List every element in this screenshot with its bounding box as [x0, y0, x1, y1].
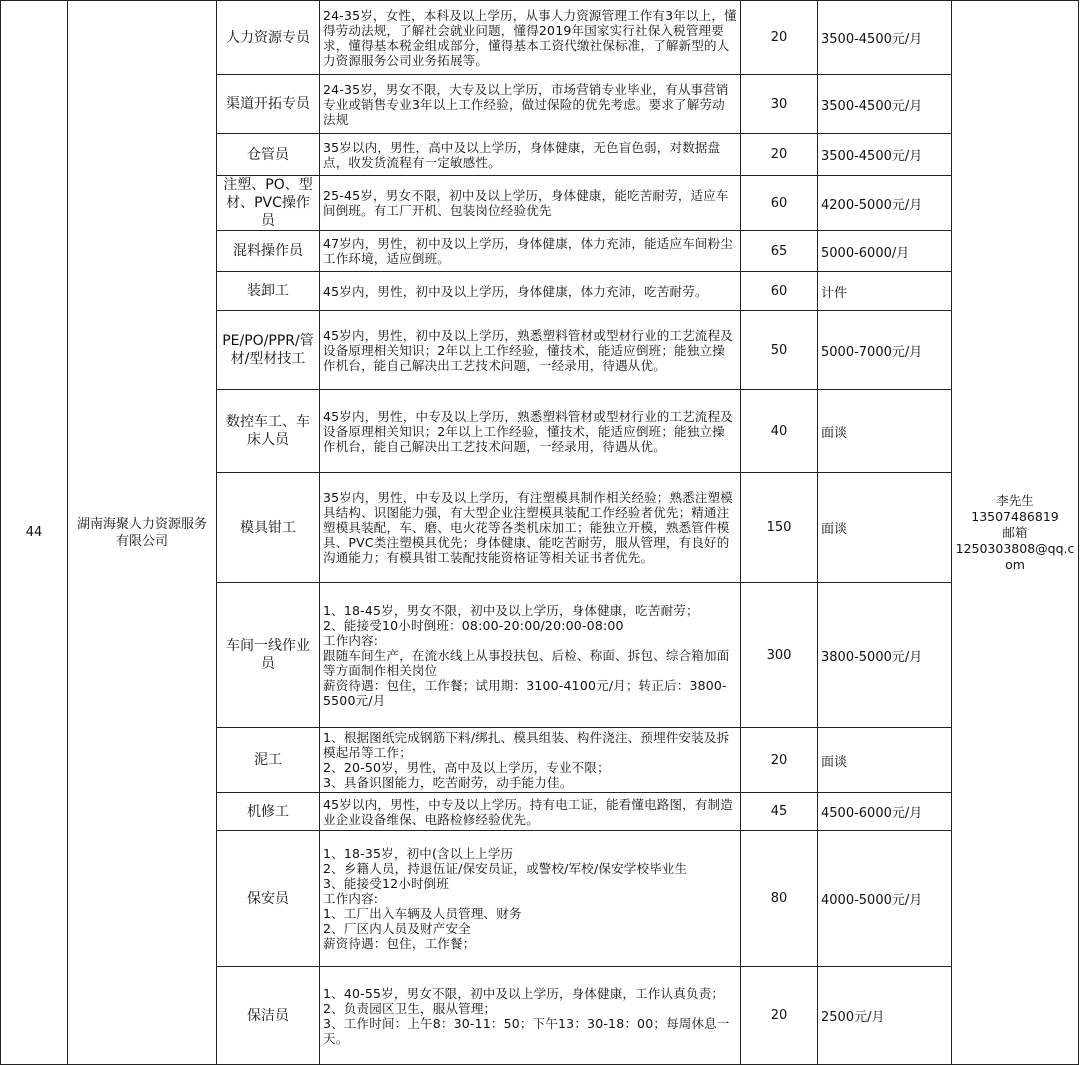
salary: 4500-6000元/月	[818, 793, 952, 831]
job-title: 装卸工	[217, 272, 320, 311]
headcount: 60	[741, 176, 818, 231]
requirement-line: 工作内容:	[323, 632, 379, 648]
job-requirements	[320, 793, 741, 831]
salary: 计件	[818, 272, 952, 311]
headcount: 20	[741, 728, 818, 793]
job-requirements	[320, 176, 741, 231]
job-requirements	[320, 134, 741, 176]
job-title: 注塑、PO、型材、PVC操作员	[217, 176, 320, 231]
salary: 4000-5000元/月	[818, 831, 952, 967]
salary: 5000-7000元/月	[818, 311, 952, 390]
table-row	[1, 1, 1079, 75]
salary: 3500-4500元/月	[818, 75, 952, 134]
salary: 4200-5000元/月	[818, 176, 952, 231]
salary: 3500-4500元/月	[818, 1, 952, 75]
job-requirements	[320, 728, 741, 793]
contact-info	[952, 1, 1079, 1065]
requirement-line: 3、具备识图能力，吃苦耐劳，动手能力佳。	[323, 775, 573, 790]
entry-index: 44	[1, 1, 68, 1065]
requirement-line: 2、能接受10小时倒班：08:00-20:00/20:00-08:00	[323, 617, 624, 633]
requirement-line: 2、20-50岁，男性，高中及以上学历，专业不限；	[323, 760, 610, 775]
job-requirements	[320, 75, 741, 134]
job-requirements	[320, 390, 741, 473]
requirement-line: 1、40-55岁，男女不限，初中及以上学历，身体健康，工作认真负责；	[323, 985, 725, 1001]
requirement-line: 3、能接受12小时倒班	[323, 876, 450, 891]
job-requirements	[320, 231, 741, 272]
job-title: 车间一线作业员	[217, 583, 320, 728]
requirement-line: 45岁内，男性，初中及以上学历，身体健康，体力充沛，吃苦耐劳。	[323, 283, 708, 299]
job-requirements	[320, 967, 741, 1065]
requirement-line: 1、工厂出入车辆及人员管理、财务	[323, 906, 522, 921]
headcount: 45	[741, 793, 818, 831]
salary: 面谈	[818, 728, 952, 793]
job-title: 机修工	[217, 793, 320, 831]
company-name: 湖南海聚人力资源服务有限公司	[68, 1, 217, 1065]
requirement-line: 47岁内，男性，初中及以上学历，身体健康，体力充沛，能适应车间粉尘工作环境，适应倒班。	[323, 236, 734, 266]
headcount: 150	[741, 473, 818, 583]
headcount: 80	[741, 831, 818, 967]
job-title: 混料操作员	[217, 231, 320, 272]
requirement-line: 45岁内，男性，初中及以上学历，熟悉塑料管材或型材行业的工艺流程及设备原理相关知识；2年以上工作经验，懂技术，能适应倒班；能独立操作机台，能自己解决出工艺技术问题，一经录用，待遇从优。	[323, 327, 734, 373]
requirement-line: 25-45岁，男女不限，初中及以上学历，身体健康，能吃苦耐劳，适应车间倒班。有工厂开机、包装岗位经验优先	[323, 188, 729, 218]
requirement-line: 2、厂区内人员及财产安全	[323, 921, 471, 936]
job-requirements	[320, 473, 741, 583]
requirement-line: 工作内容:	[323, 891, 379, 906]
job-title: 泥工	[217, 728, 320, 793]
requirement-line: 24-35岁，男女不限，大专及以上学历，市场营销专业毕业，有从事营销专业或销售专业3年以上工作经验，做过保险的优先考虑。要求了解劳动法规	[323, 81, 729, 127]
requirement-line: 35岁以内，男性，高中及以上学历，身体健康，无色盲色弱，对数据盘点，收发货流程有一定敏感性。	[323, 139, 721, 170]
requirement-line: 3、工作时间：上午8：30-11：50；下午13：30-18：00；每周休息一天。	[323, 1015, 730, 1046]
job-requirements	[320, 583, 741, 728]
job-title: 仓管员	[217, 134, 320, 176]
salary: 面谈	[818, 390, 952, 473]
salary: 3800-5000元/月	[818, 583, 952, 728]
job-title: 保洁员	[217, 967, 320, 1065]
headcount: 65	[741, 231, 818, 272]
salary: 3500-4500元/月	[818, 134, 952, 176]
job-requirements	[320, 831, 741, 967]
requirement-line: 薪资待遇：包住，工作餐；试用期：3100-4100元/月；转正后：3800-5500元/月	[323, 677, 727, 708]
requirement-line: 2、乡籍人员，持退伍证/保安员证，或警校/军校/保安学校毕业生	[323, 861, 688, 876]
contact-person: 李先生	[996, 492, 1034, 508]
headcount: 300	[741, 583, 818, 728]
job-requirements	[320, 311, 741, 390]
requirement-line: 45岁内，男性，中专及以上学历，熟悉塑料管材或型材行业的工艺流程及设备原理相关知识；2年以上工作经验，懂技术，能适应倒班；能独立操作机台，能自己解决出工艺技术问题，一经录用，待遇从优。	[323, 408, 734, 454]
headcount: 20	[741, 1, 818, 75]
job-title: 渠道开拓专员	[217, 75, 320, 134]
contact-phone: 13507486819	[971, 508, 1059, 524]
headcount: 40	[741, 390, 818, 473]
headcount: 50	[741, 311, 818, 390]
job-title: 模具钳工	[217, 473, 320, 583]
headcount: 20	[741, 134, 818, 176]
job-title: PE/PO/PPR/管材/型材技工	[217, 311, 320, 390]
headcount: 30	[741, 75, 818, 134]
requirement-line: 2、负责园区卫生，服从管理；	[323, 1000, 497, 1016]
job-title: 人力资源专员	[217, 1, 320, 75]
headcount: 20	[741, 967, 818, 1065]
salary: 2500元/月	[818, 967, 952, 1065]
requirement-line: 1、根据图纸完成钢筋下料/绑扎、模具组装、构件浇注、预埋件安装及拆模起吊等工作；	[323, 730, 730, 760]
job-title: 数控车工、车床人员	[217, 390, 320, 473]
headcount: 60	[741, 272, 818, 311]
requirement-line: 24-35岁，女性，本科及以上学历，从事人力资源管理工作有3年以上，懂得劳动法规，了解社会就业问题，懂得2019年国家实行社保入税管理要求，懂得基本税金组成部分，懂得基本工资代缴社保标准，了解新型的人力资源服务公司业务拓展等。	[323, 7, 737, 68]
salary: 面谈	[818, 473, 952, 583]
contact-email: 1250303808@qq.com	[955, 540, 1075, 572]
requirement-line: 35岁内，男性，中专及以上学历，有注塑模具制作相关经验；熟悉注塑模具结构、识图能力强，有大型企业注塑模具装配工作经验者优先；精通注塑模具装配，车、磨、电火花等各类机床加工；能独立开模，熟悉管件模具、PVC类注塑模具优先；身体健康、能吃苦耐劳，服从管理，有良好的沟通能力；有模具钳工装配技能资格证等相关证书者优先。	[323, 490, 734, 565]
job-requirements	[320, 1, 741, 75]
salary: 5000-6000/月	[818, 231, 952, 272]
job-title: 保安员	[217, 831, 320, 967]
requirement-line: 45岁以内，男性，中专及以上学历。持有电工证，能看懂电路图，有制造业企业设备维保、电路检修经验优先。	[323, 796, 734, 827]
requirement-line: 1、18-45岁，男女不限，初中及以上学历，身体健康，吃苦耐劳；	[323, 602, 699, 618]
requirement-line: 跟随车间生产，在流水线上从事投扶包、后检、称面、拆包、综合箱加面等方面制作相关岗位	[323, 647, 730, 678]
contact-email-label: 邮箱	[1002, 524, 1028, 540]
requirement-line: 1、18-35岁，初中(含以上上学历	[323, 846, 514, 861]
job-requirements	[320, 272, 741, 311]
requirement-line: 薪资待遇：包住，工作餐；	[323, 936, 476, 951]
